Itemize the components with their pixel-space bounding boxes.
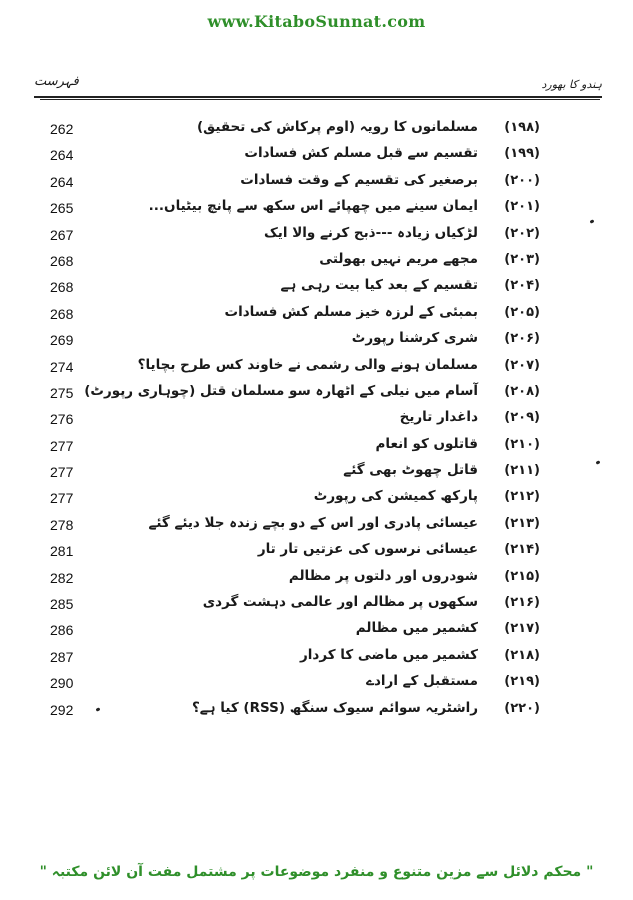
- toc-entry: [40, 407, 540, 433]
- entry-title: شودروں اور دلتوں پر مظالم: [288, 567, 478, 584]
- page-number: 265: [50, 200, 74, 217]
- section-title: فہرست: [34, 74, 79, 89]
- toc-entry: [40, 355, 540, 381]
- entry-title: داغدار تاریخ: [399, 409, 478, 426]
- book-title: ہندو کا بھورد: [541, 78, 602, 91]
- toc-entry: [40, 328, 540, 354]
- footer-tagline: " محکم دلائل سے مزین متنوع و منفرد موضوعات پر مشتمل مفت آن لائن مکتبہ ": [39, 864, 594, 880]
- toc-entry: [40, 302, 540, 328]
- toc-entry: [40, 143, 540, 169]
- page-number: 277: [50, 464, 74, 481]
- entry-number: (۲۰۶): [504, 331, 540, 347]
- entry-number: (۱۹۹): [504, 146, 540, 162]
- entry-title: کشمیر میں ماضی کا کردار: [300, 646, 478, 663]
- entry-title: ایمان سینے میں چھپائے اس سکھ سے پانچ بیٹیاں...: [148, 198, 478, 215]
- entry-number: (۲۰۴): [504, 278, 540, 294]
- page-number: 290: [50, 675, 74, 692]
- entry-number: (۲۰۹): [504, 410, 540, 426]
- page-number: 275: [50, 384, 74, 401]
- toc-entry: [40, 275, 540, 301]
- header-rule: [34, 96, 602, 98]
- entry-title: بمبئی کے لرزہ خیز مسلم کش فسادات: [224, 303, 478, 320]
- entry-number: (۲۰۲): [504, 225, 540, 241]
- toc-entry: [40, 618, 540, 644]
- entry-number: (۱۹۸): [504, 120, 540, 135]
- page-number: 282: [50, 569, 74, 586]
- page-number: 277: [50, 490, 74, 507]
- entry-title: مجھے مریم نہیں بھولتی: [319, 250, 478, 267]
- table-of-contents: [40, 117, 540, 724]
- toc-entry: [40, 698, 540, 724]
- toc-entry: [40, 539, 540, 565]
- toc-entry: [40, 117, 540, 143]
- entry-number: (۲۰۱): [504, 199, 540, 215]
- entry-title: لڑکیاں زیادہ ---ذبح کرنے والا ایک: [263, 224, 478, 241]
- toc-entry: [40, 196, 540, 222]
- entry-title: سکھوں پر مظالم اور عالمی دہشت گردی: [202, 594, 478, 611]
- entry-number: (۲۰۷): [504, 357, 540, 373]
- toc-entry: [40, 434, 540, 460]
- entry-title: کشمیر میں مظالم: [355, 620, 478, 637]
- page-number: 264: [50, 147, 74, 164]
- page-number: 268: [50, 252, 74, 269]
- entry-title: شری کرشنا رپورٹ: [351, 330, 478, 347]
- page-number: 268: [50, 279, 74, 296]
- entry-title: مسلمان ہونے والی رشمی نے خاوند کس طرح بچایا؟: [137, 356, 478, 373]
- toc-entry: [40, 645, 540, 671]
- page-number: 287: [50, 648, 74, 665]
- entry-title: آسام میں نیلی کے اٹھارہ سو مسلمان قتل (چوہاری رپورٹ): [84, 382, 478, 399]
- page-number: 285: [50, 596, 74, 613]
- entry-number: (۲۱۷): [504, 621, 540, 637]
- entry-title: راشٹریہ سوائم سیوک سنگھ (RSS) کیا ہے؟: [191, 699, 478, 716]
- entry-title: تقسیم کے بعد کیا بیت رہی ہے: [280, 277, 478, 294]
- entry-number: (۲۱۱): [504, 463, 540, 479]
- entry-number: (۲۰۳): [504, 251, 540, 267]
- scan-speck: [596, 460, 601, 464]
- entry-number: (۲۱۹): [504, 674, 540, 690]
- page-number: 286: [50, 622, 74, 639]
- toc-entry: [40, 381, 540, 407]
- page-number: 278: [50, 516, 74, 533]
- page-number: 269: [50, 332, 74, 349]
- toc-entry: [40, 460, 540, 486]
- page-number: 276: [50, 411, 74, 428]
- page-number: 281: [50, 543, 74, 560]
- scan-speck: [590, 219, 595, 223]
- running-head: [34, 74, 602, 96]
- page-number: 262: [50, 121, 74, 137]
- page-number: 264: [50, 173, 74, 190]
- toc-entry: [40, 170, 540, 196]
- entry-number: (۲۰۸): [504, 383, 540, 399]
- page-number: 267: [50, 226, 74, 243]
- toc-entry: [40, 566, 540, 592]
- entry-title: قاتل چھوٹ بھی گئے: [343, 462, 478, 479]
- entry-title: تقسیم سے قبل مسلم کش فسادات: [244, 145, 478, 162]
- toc-entry: [40, 592, 540, 618]
- page-number: 277: [50, 437, 74, 454]
- entry-title: عیسائی نرسوں کی عزتیں تار تار: [257, 541, 478, 558]
- entry-number: (۲۱۸): [504, 647, 540, 663]
- page-number: 268: [50, 305, 74, 322]
- toc-entry: [40, 249, 540, 275]
- toc-entry: [40, 223, 540, 249]
- entry-title: پارکھ کمیشن کی رپورٹ: [313, 488, 478, 505]
- page-number: 274: [50, 358, 74, 375]
- entry-title: برصغیر کی تقسیم کے وقت فسادات: [240, 171, 478, 188]
- entry-number: (۲۱۴): [504, 542, 540, 558]
- entry-number: (۲۲۰): [504, 700, 540, 716]
- entry-number: (۲۱۵): [504, 568, 540, 584]
- site-url-header: www.KitaboSunnat.com: [207, 12, 426, 31]
- header-rule-thin: [40, 99, 600, 100]
- page-number: 292: [50, 701, 74, 718]
- toc-entry: [40, 486, 540, 512]
- entry-title: عیسائی پادری اور اس کے دو بچے زندہ جلا دیئے گئے: [148, 514, 478, 531]
- entry-title: قاتلوں کو انعام: [375, 435, 478, 452]
- entry-title: مستقبل کے ارادے: [366, 673, 478, 690]
- entry-number: (۲۱۳): [504, 515, 540, 531]
- entry-number: (۲۱۲): [504, 489, 540, 505]
- toc-entry: [40, 671, 540, 697]
- entry-number: (۲۱۶): [504, 595, 540, 611]
- entry-number: (۲۰۰): [504, 172, 540, 188]
- entry-number: (۲۰۵): [504, 304, 540, 320]
- entry-title: مسلمانوں کا رویہ (اوم پرکاش کی تحقیق): [196, 119, 478, 135]
- entry-number: (۲۱۰): [504, 436, 540, 452]
- toc-entry: [40, 513, 540, 539]
